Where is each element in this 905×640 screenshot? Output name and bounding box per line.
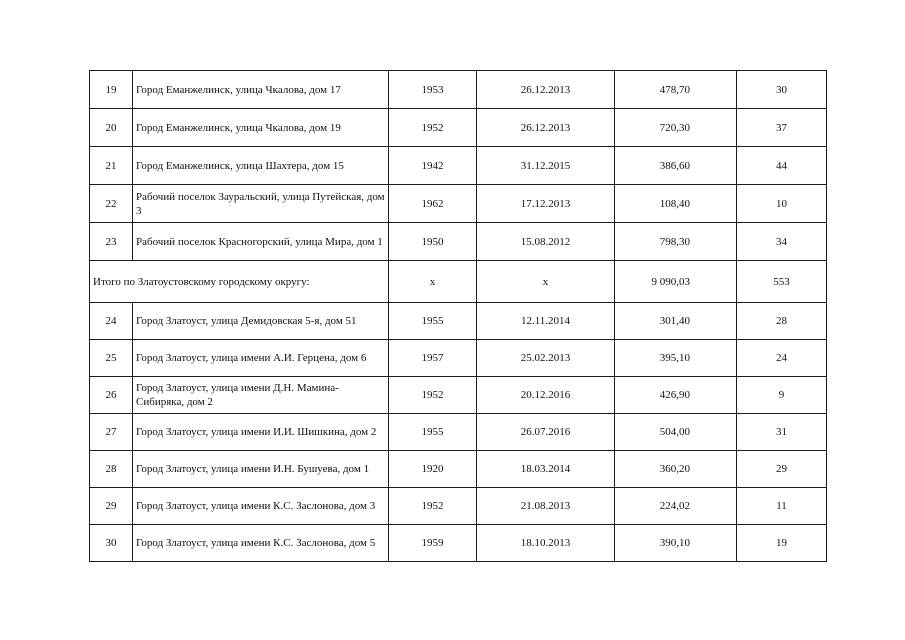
total-year: х [389,261,477,303]
total-area: 9 090,03 [615,261,737,303]
row-date: 26.12.2013 [477,109,615,147]
table-row [90,147,827,185]
row-year: 1953 [389,71,477,109]
row-number: 27 [90,414,133,451]
row-address: Город Златоуст, улица имени А.И. Герцена, дом 6 [133,340,389,377]
row-address: Город Златоуст, улица Демидовская 5-я, дом 51 [133,303,389,340]
row-number: 23 [90,223,133,261]
row-area: 504,00 [615,414,737,451]
row-area: 798,30 [615,223,737,261]
row-count: 31 [737,414,827,451]
housing-registry-table [89,70,827,562]
row-address: Город Еманжелинск, улица Чкалова, дом 19 [133,109,389,147]
total-date: х [477,261,615,303]
row-address: Город Златоуст, улица имени К.С. Заслонова, дом 5 [133,525,389,562]
total-count: 553 [737,261,827,303]
row-number: 25 [90,340,133,377]
row-year: 1962 [389,185,477,223]
row-date: 18.03.2014 [477,451,615,488]
row-address: Город Еманжелинск, улица Чкалова, дом 17 [133,71,389,109]
row-number: 26 [90,377,133,414]
row-year: 1957 [389,340,477,377]
row-count: 29 [737,451,827,488]
row-area: 720,30 [615,109,737,147]
row-address: Город Златоуст, улица имени И.И. Шишкина, дом 2 [133,414,389,451]
row-number: 21 [90,147,133,185]
total-label: Итого по Златоустовскому городскому округу: [90,261,389,303]
row-area: 360,20 [615,451,737,488]
table-row [90,525,827,562]
row-year: 1959 [389,525,477,562]
row-number: 30 [90,525,133,562]
total-row [90,261,827,303]
row-date: 26.12.2013 [477,71,615,109]
row-year: 1942 [389,147,477,185]
row-date: 18.10.2013 [477,525,615,562]
row-date: 15.08.2012 [477,223,615,261]
row-count: 19 [737,525,827,562]
row-count: 34 [737,223,827,261]
table-row [90,340,827,377]
table-row [90,451,827,488]
table-row [90,71,827,109]
row-area: 224,02 [615,488,737,525]
row-area: 426,90 [615,377,737,414]
row-year: 1952 [389,109,477,147]
row-year: 1955 [389,414,477,451]
row-date: 21.08.2013 [477,488,615,525]
row-count: 11 [737,488,827,525]
row-year: 1950 [389,223,477,261]
row-date: 17.12.2013 [477,185,615,223]
row-year: 1920 [389,451,477,488]
table-row [90,109,827,147]
table-row [90,414,827,451]
row-year: 1955 [389,303,477,340]
table-row [90,303,827,340]
row-count: 9 [737,377,827,414]
row-address: Рабочий поселок Красногорский, улица Мира, дом 1 [133,223,389,261]
row-date: 26.07.2016 [477,414,615,451]
row-year: 1952 [389,488,477,525]
row-count: 44 [737,147,827,185]
row-area: 395,10 [615,340,737,377]
row-date: 20.12.2016 [477,377,615,414]
row-year: 1952 [389,377,477,414]
row-address: Город Златоуст, улица имени И.Н. Бушуева, дом 1 [133,451,389,488]
row-number: 20 [90,109,133,147]
table-row [90,185,827,223]
row-address: Город Златоуст, улица имени Д.Н. Мамина-Сибиряка, дом 2 [133,377,389,414]
row-address: Рабочий поселок Зауральский, улица Путейская, дом 3 [133,185,389,223]
row-number: 22 [90,185,133,223]
table-row [90,377,827,414]
row-count: 10 [737,185,827,223]
row-date: 25.02.2013 [477,340,615,377]
row-date: 31.12.2015 [477,147,615,185]
row-count: 30 [737,71,827,109]
row-area: 301,40 [615,303,737,340]
row-area: 108,40 [615,185,737,223]
row-address: Город Златоуст, улица имени К.С. Заслонова, дом 3 [133,488,389,525]
row-area: 386,60 [615,147,737,185]
table-row [90,223,827,261]
row-number: 29 [90,488,133,525]
row-number: 24 [90,303,133,340]
row-count: 37 [737,109,827,147]
row-count: 28 [737,303,827,340]
row-number: 28 [90,451,133,488]
table-row [90,488,827,525]
row-date: 12.11.2014 [477,303,615,340]
row-area: 390,10 [615,525,737,562]
row-area: 478,70 [615,71,737,109]
row-number: 19 [90,71,133,109]
row-count: 24 [737,340,827,377]
row-address: Город Еманжелинск, улица Шахтера, дом 15 [133,147,389,185]
